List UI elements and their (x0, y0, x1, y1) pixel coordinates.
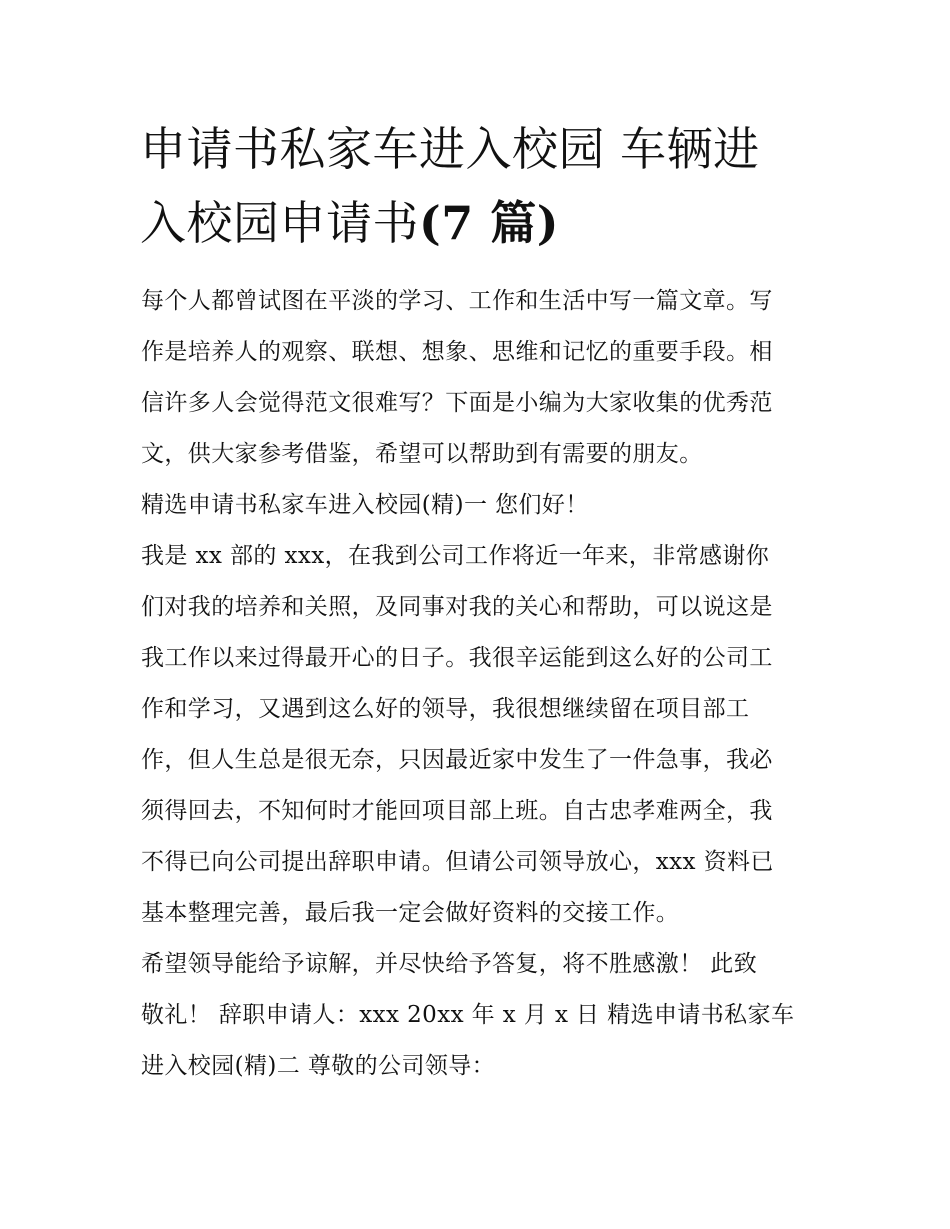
text-line: 精选申请书私家车进入校园(精)一 您们好！ (141, 492, 589, 518)
text-line: 作，但人生总是很无奈，只因最近家中发生了一件急事，我必 (141, 747, 773, 773)
text-line: 基本整理完善，最后我一定会做好资料的交接工作。 (141, 900, 680, 926)
text-line: 希望领导能给予谅解，并尽快给予答复，将不胜感激！ 此致 (141, 951, 758, 977)
closing-paragraph (141, 939, 816, 1092)
title-count-text: (7 篇) (419, 196, 560, 250)
text-line: 每个人都曾试图在平淡的学习、工作和生活中写一篇文章。写 (141, 288, 773, 314)
text-line: 不得已向公司提出辞职申请。但请公司领导放心，xxx 资料已 (141, 849, 774, 875)
title-line: 申请书私家车进入校园 车辆进 (140, 122, 760, 176)
title-main-text: 入校园申请书 (140, 196, 419, 250)
text-line: 文，供大家参考借鉴，希望可以帮助到有需要的朋友。 (141, 441, 703, 467)
document-title (140, 112, 820, 260)
text-line: 们对我的培养和关照，及同事对我的关心和帮助，可以说这是 (141, 594, 773, 620)
section-heading-paragraph (141, 480, 816, 531)
title-line (140, 186, 820, 260)
text-line: 我是 xx 部的 xxx，在我到公司工作将近一年来，非常感谢你 (141, 543, 770, 569)
text-line: 作和学习，又遇到这么好的领导，我很想继续留在项目部工 (141, 696, 750, 722)
letter-body-paragraph (141, 531, 816, 939)
text-line: 敬礼！ 辞职申请人：xxx 20xx 年 x 月 x 日 精选申请书私家车 (141, 1002, 795, 1028)
text-line: 我工作以来过得最开心的日子。我很辛运能到这么好的公司工 (141, 645, 773, 671)
intro-paragraph (141, 276, 816, 480)
text-line: 须得回去，不知何时才能回项目部上班。自古忠孝难两全，我 (141, 798, 773, 824)
text-line: 信许多人会觉得范文很难写？下面是小编为大家收集的优秀范 (141, 390, 773, 416)
text-line: 进入校园(精)二 尊敬的公司领导： (141, 1053, 496, 1079)
text-line: 作是培养人的观察、联想、想象、思维和记忆的重要手段。相 (141, 339, 773, 365)
document-body (141, 276, 816, 1092)
